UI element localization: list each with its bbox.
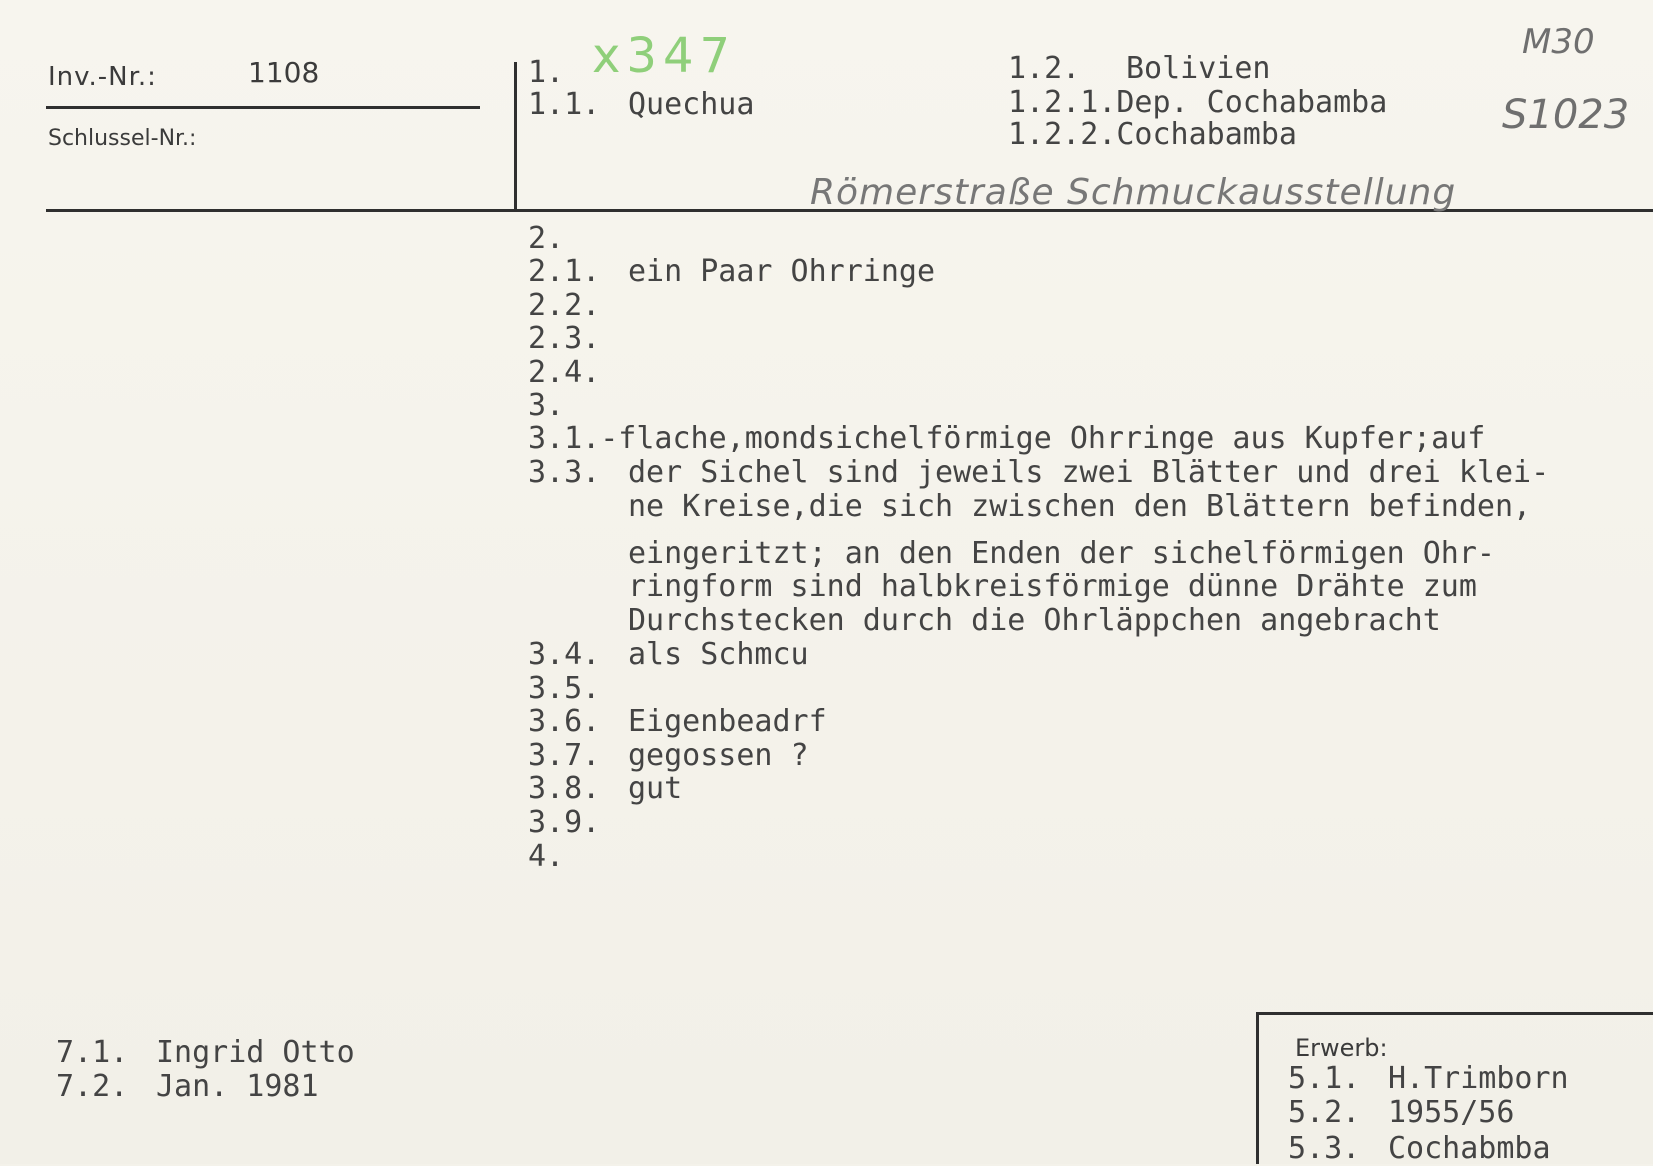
line-7-1-number: 7.1. [56, 1035, 129, 1070]
line-1-1 [528, 88, 754, 122]
erwerb-box-left-rule [1256, 1012, 1259, 1164]
line-3-1: 3.1.-flache,mondsichelförmige Ohrringe aus Kupfer;auf [528, 421, 1486, 456]
description-continuation-4: Durchstecken durch die Ohrläppchen angebracht [628, 603, 1441, 638]
line-1-2-number: 1.2. [1008, 51, 1081, 86]
line-2-1 [528, 255, 935, 289]
top-right-handwritten-1: M30 [1522, 22, 1595, 62]
line-7-2 [56, 1070, 319, 1104]
line-3-3-text: der Sichel sind jeweils zwei Blätter und drei klei- [628, 455, 1550, 490]
line-3-number: 3. [528, 388, 565, 423]
line-1-2-1-text: Dep. Cochabamba [1116, 85, 1388, 120]
line-3-4-text: als Schmcu [628, 637, 809, 672]
line-1-2-text: Bolivien [1126, 51, 1271, 86]
line-2-1-text: ein Paar Ohrringe [628, 254, 936, 289]
inv-value: 1108 [248, 56, 320, 89]
line-7-2-number: 7.2. [56, 1069, 129, 1104]
line-3-8-text: gut [628, 771, 683, 806]
line-3-9-number: 3.9. [528, 805, 601, 840]
line-3-6-number: 3.6. [528, 704, 601, 739]
line-5-1-number: 5.1. [1288, 1061, 1361, 1096]
line-2-2-number: 2.2. [528, 288, 601, 323]
line-2-4-number: 2.4. [528, 355, 601, 390]
line-2-number: 2. [528, 221, 565, 256]
line-3-4 [528, 638, 809, 672]
line-3-4-number: 3.4. [528, 637, 601, 672]
line-3-3 [528, 456, 1549, 490]
line-5-2-text: 1955/56 [1388, 1095, 1515, 1130]
top-right-handwritten-2: S1023 [1502, 92, 1630, 138]
line-3-3-number: 3.3. [528, 455, 601, 490]
erwerb-box-top-rule [1256, 1012, 1653, 1015]
line-3-7-text: gegossen ? [628, 738, 809, 773]
line-7-2-text: Jan. 1981 [156, 1069, 319, 1104]
line-5-1-text: H.Trimborn [1388, 1061, 1569, 1096]
line-1-1-text: Quechua [628, 87, 755, 122]
line-5-3 [1288, 1132, 1551, 1166]
line-1-number: 1. [528, 55, 565, 90]
green-code-handwritten: x347 [592, 28, 737, 84]
line-5-1 [1288, 1062, 1569, 1096]
inv-underline [46, 106, 480, 109]
line-5-3-text: Cochabmba [1388, 1131, 1551, 1166]
line-7-1 [56, 1036, 355, 1070]
inv-label: Inv.-Nr.: [48, 62, 157, 92]
description-continuation-1: ne Kreise,die sich zwischen den Blättern befinden, [628, 489, 1532, 524]
line-7-1-text: Ingrid Otto [156, 1035, 355, 1070]
erwerb-title: Erwerb: [1295, 1034, 1388, 1062]
line-1-2-1-number: 1.2.1. [1008, 85, 1117, 120]
line-5-3-number: 5.3. [1288, 1131, 1361, 1166]
line-3-6-text: Eigenbeadrf [628, 704, 827, 739]
line-1-2-1 [1008, 86, 1387, 120]
line-4-number: 4. [528, 839, 565, 874]
line-2-3-number: 2.3. [528, 321, 601, 356]
line-3-6 [528, 705, 827, 739]
line-3-8 [528, 772, 682, 806]
line-1-2-2 [1008, 118, 1297, 152]
line-1-1-number: 1.1. [528, 87, 601, 122]
line-2-1-number: 2.1. [528, 254, 601, 289]
line-3-5-number: 3.5. [528, 671, 601, 706]
schluessel-label: Schlussel-Nr.: [48, 126, 197, 151]
exhibition-handwritten: Römerstraße Schmuckausstellung [810, 172, 1457, 213]
line-5-2-number: 5.2. [1288, 1095, 1361, 1130]
line-3-8-number: 3.8. [528, 771, 601, 806]
header-vertical-rule [514, 62, 517, 212]
line-1-2-2-text: Cochabamba [1116, 117, 1297, 152]
description-continuation-3: ringform sind halbkreisförmige dünne Drähte zum [628, 569, 1477, 604]
line-1-2-2-number: 1.2.2. [1008, 117, 1117, 152]
line-3-7-number: 3.7. [528, 738, 601, 773]
line-1-2 [1008, 52, 1271, 86]
line-5-2 [1288, 1096, 1514, 1130]
line-3-7 [528, 739, 809, 773]
description-continuation-2: eingeritzt; an den Enden der sichelförmigen Ohr- [628, 536, 1495, 571]
